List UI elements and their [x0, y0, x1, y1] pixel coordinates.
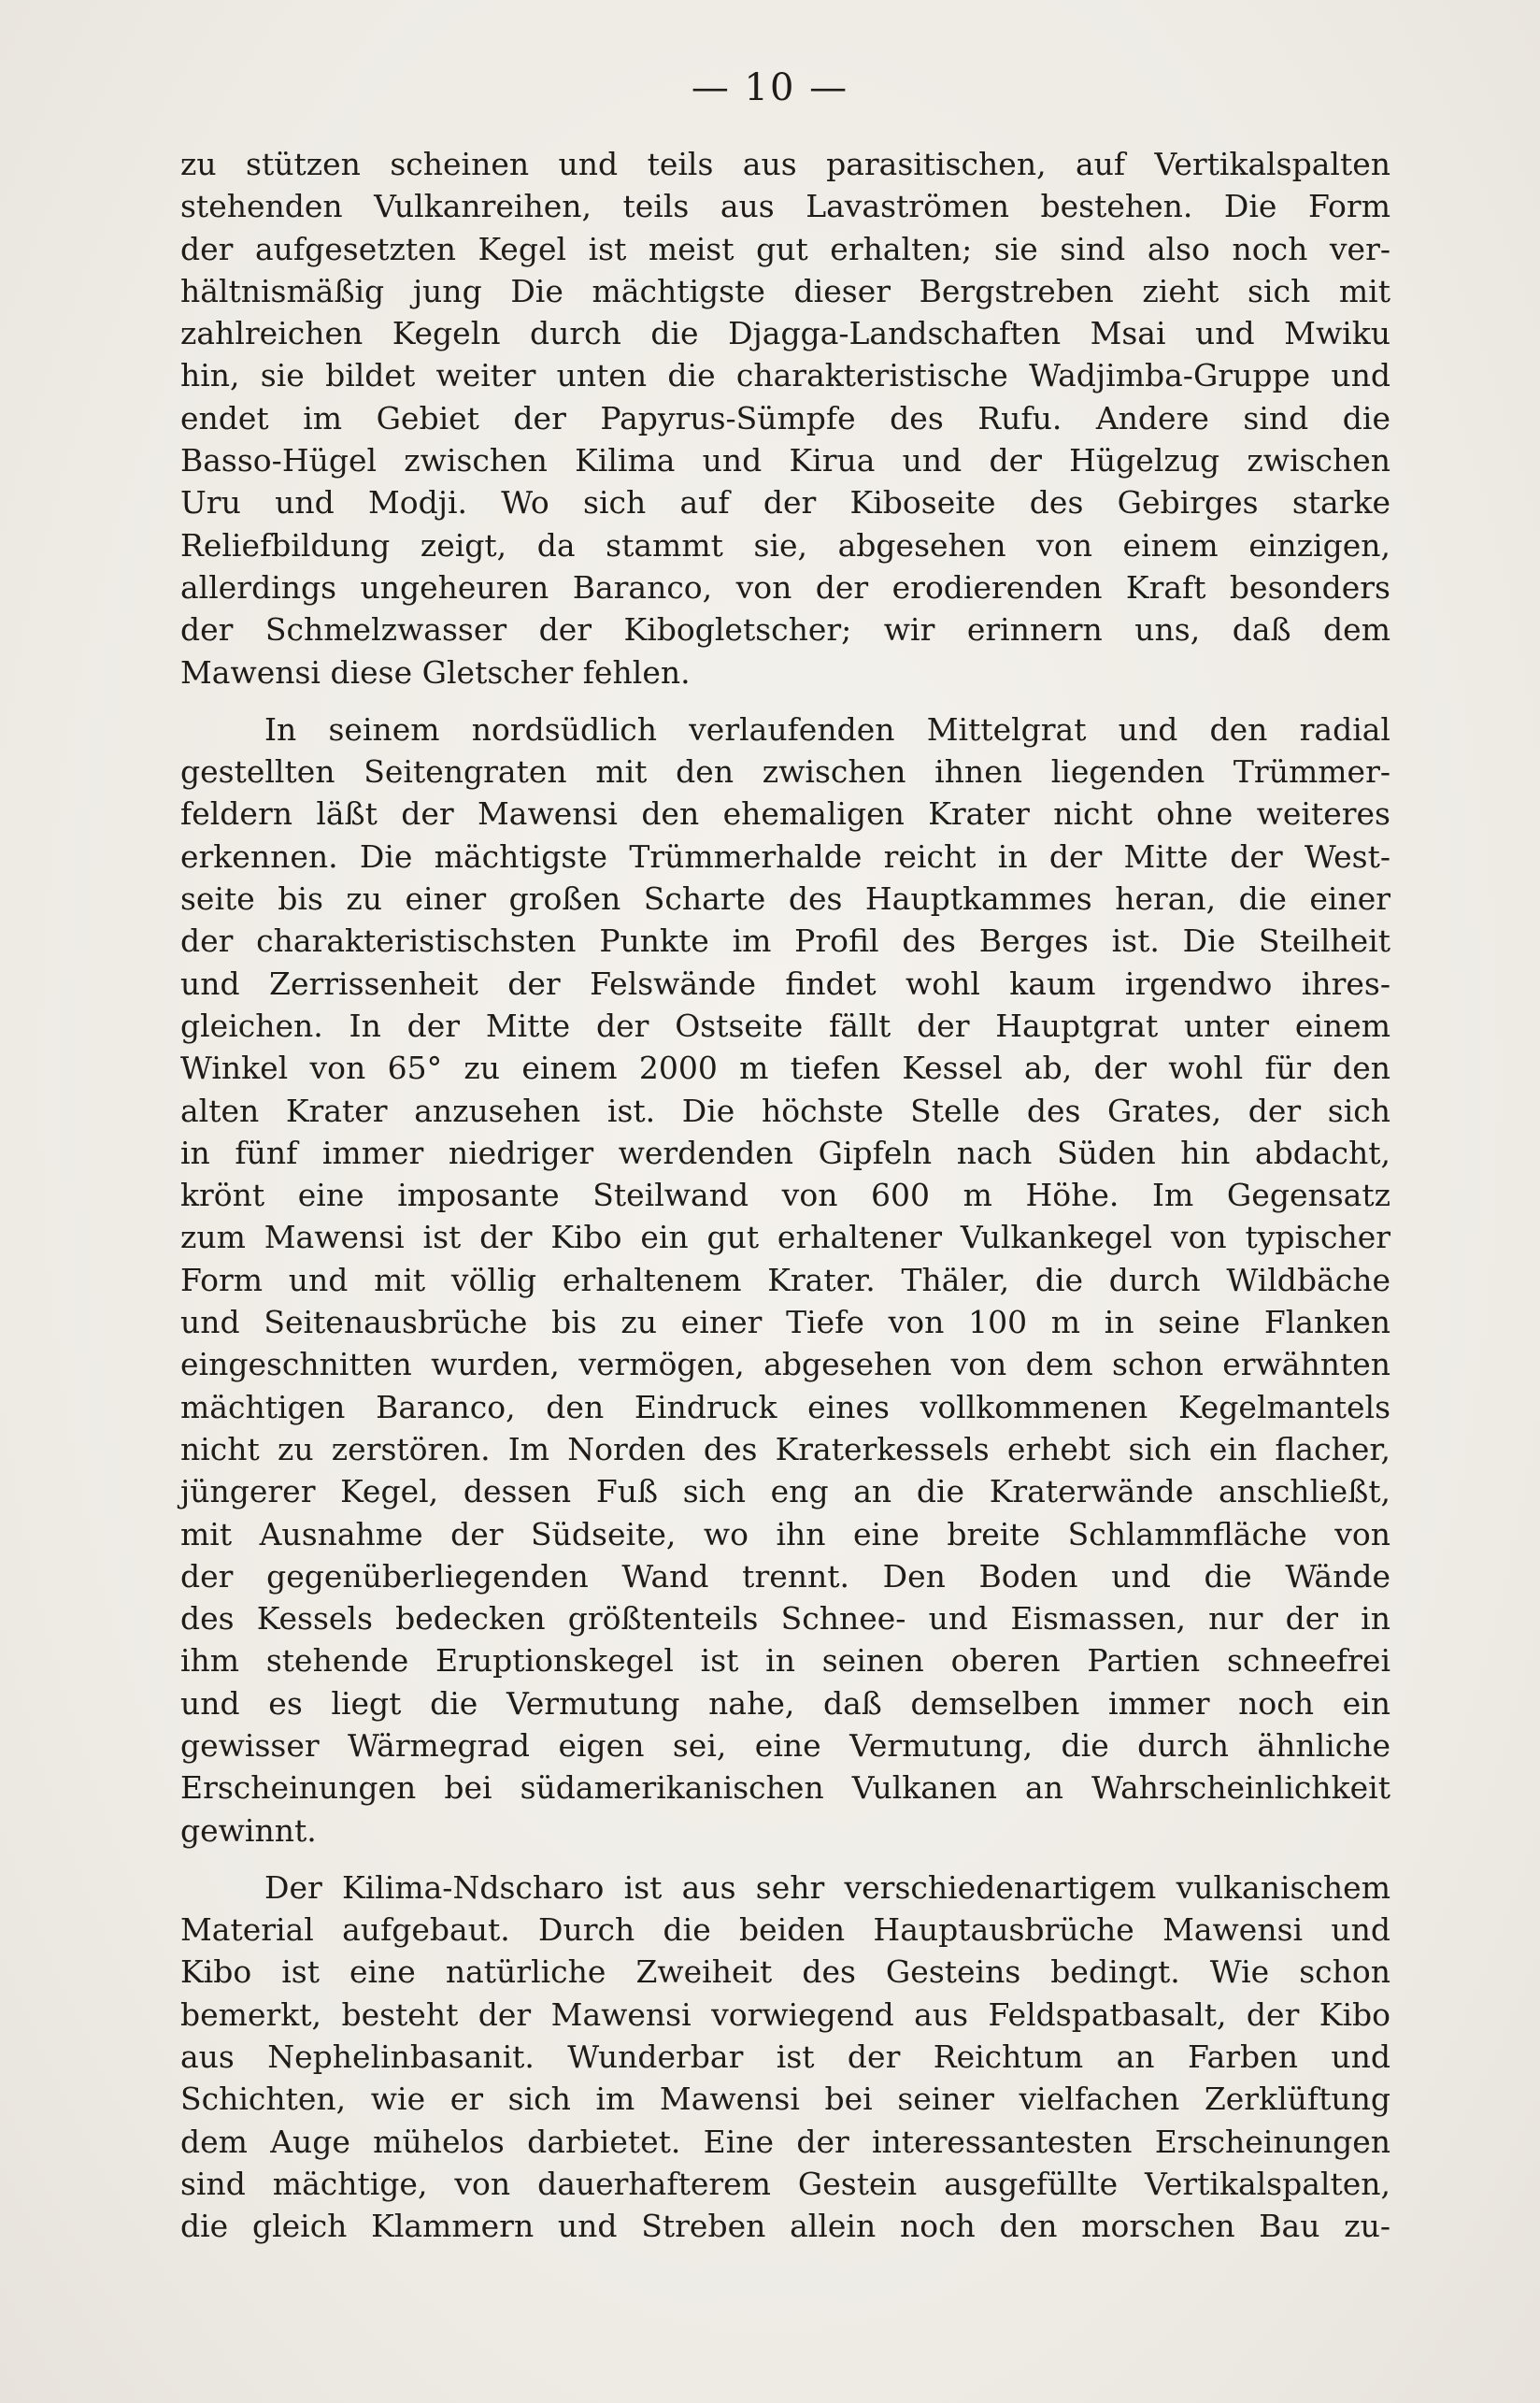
- text-line: endet im Gebiet der Papyrus-Sümpfe des Rufu. Andere sind die: [180, 399, 1390, 436]
- text-line: Winkel von 65° zu einem 2000 m tiefen Kessel ab, der wohl für den: [180, 1050, 1390, 1087]
- text-line: In seinem nordsüdlich verlaufenden Mittelgrat und den radial: [264, 710, 1390, 748]
- text-line: in fünf immer niedriger werdenden Gipfeln nach Süden hin abdacht,: [180, 1134, 1390, 1171]
- text-line: eingeschnitten wurden, vermögen, abgesehen von dem schon erwähnten: [180, 1346, 1390, 1383]
- page-number-header: — 10 —: [691, 66, 849, 109]
- text-line: alten Krater anzusehen ist. Die höchste Stelle des Grates, der sich: [180, 1092, 1390, 1129]
- text-line: Uru und Modji. Wo sich auf der Kiboseite des Gebirges starke: [180, 484, 1390, 522]
- text-line: gewisser Wärmegrad eigen sei, eine Vermutung, die durch ähnliche: [180, 1726, 1390, 1764]
- text-line: Basso-Hügel zwischen Kilima und Kirua und der Hügelzug zwischen: [180, 442, 1390, 479]
- text-line: hin, sie bildet weiter unten die charakteristische Wadjimba-Gruppe und: [180, 357, 1390, 394]
- text-line: Form und mit völlig erhaltenem Krater. Thäler, die durch Wildbäche: [180, 1261, 1390, 1298]
- text-line: der gegenüberliegenden Wand trennt. Den Boden und die Wände: [180, 1557, 1390, 1595]
- text-line: Erscheinungen bei südamerikanischen Vulkanen an Wahrscheinlichkeit: [180, 1769, 1390, 1807]
- text-line: bemerkt, besteht der Mawensi vorwiegend aus Feldspatbasalt, der Kibo: [180, 1995, 1390, 2033]
- text-line: feldern läßt der Mawensi den ehemaligen Krater nicht ohne weiteres: [180, 795, 1390, 833]
- text-line: mächtigen Baranco, den Eindruck eines vollkommenen Kegelmantels: [180, 1388, 1390, 1425]
- text-line: des Kessels bedecken größtenteils Schnee- und Eismassen, nur der in: [180, 1600, 1390, 1638]
- text-line: krönt eine imposante Steilwand von 600 m Höhe. Im Gegensatz: [180, 1177, 1390, 1214]
- text-line: Schichten, wie er sich im Mawensi bei seiner vielfachen Zerklüftung: [180, 2081, 1390, 2118]
- paragraph-2: [180, 708, 1390, 1852]
- text-line: allerdings ungeheuren Baranco, von der erodierenden Kraft besonders: [180, 568, 1390, 606]
- text-line: Mawensi diese Gletscher fehlen.: [180, 653, 691, 691]
- text-line: aus Nephelinbasanit. Wunderbar ist der Reichtum an Farben und: [180, 2038, 1390, 2076]
- text-line: gleichen. In der Mitte der Ostseite fällt der Hauptgrat unter einem: [180, 1007, 1390, 1044]
- text-line: der charakteristischsten Punkte im Profil des Berges ist. Die Steilheit: [180, 923, 1390, 960]
- text-line: dem Auge mühelos darbietet. Eine der interessantesten Erscheinungen: [180, 2123, 1390, 2160]
- text-line: ihm stehende Eruptionskegel ist in seinen oberen Partien schneefrei: [180, 1642, 1390, 1680]
- text-line: Der Kilima-Ndscharo ist aus sehr verschiedenartigem vulkanischem: [264, 1868, 1390, 1906]
- text-line: und es liegt die Vermutung nahe, daß demselben immer noch ein: [180, 1684, 1390, 1722]
- text-line: gestellten Seitengraten mit den zwischen ihnen liegenden Trümmer-: [180, 753, 1390, 791]
- text-line: stehenden Vulkanreihen, teils aus Lavaströmen bestehen. Die Form: [180, 188, 1390, 225]
- text-line: zum Mawensi ist der Kibo ein gut erhaltener Vulkankegel von typischer: [180, 1219, 1390, 1256]
- text-line: gewinnt.: [180, 1811, 317, 1849]
- text-line: nicht zu zerstören. Im Norden des Kraterkessels erhebt sich ein flacher,: [180, 1430, 1390, 1467]
- text-line: die gleich Klammern und Streben allein noch den morschen Bau zu-: [180, 2208, 1390, 2245]
- text-line: zahlreichen Kegeln durch die Djagga-Landschaften Msai und Mwiku: [180, 315, 1390, 352]
- text-line: Reliefbildung zeigt, da stammt sie, abgesehen von einem einzigen,: [180, 526, 1390, 564]
- text-line: jüngerer Kegel, dessen Fuß sich eng an die Kraterwände anschließt,: [180, 1473, 1390, 1510]
- text-line: erkennen. Die mächtigste Trümmerhalde reicht in der Mitte der West-: [180, 837, 1390, 875]
- text-line: und Zerrissenheit der Felswände findet wohl kaum irgendwo ihres-: [180, 965, 1390, 1002]
- text-line: zu stützen scheinen und teils aus parasitischen, auf Vertikalspalten: [180, 146, 1390, 182]
- text-line: mit Ausnahme der Südseite, wo ihn eine breite Schlammfläche von: [180, 1515, 1390, 1552]
- paragraph-1: [180, 143, 1390, 694]
- paragraph-3: [180, 1867, 1390, 2248]
- text-line: und Seitenausbrüche bis zu einer Tiefe von 100 m in seine Flanken: [180, 1304, 1390, 1341]
- text-line: Kibo ist eine natürliche Zweiheit des Gesteins bedingt. Wie schon: [180, 1953, 1390, 1991]
- text-line: der aufgesetzten Kegel ist meist gut erhalten; sie sind also noch ver-: [180, 230, 1390, 267]
- text-line: sind mächtige, von dauerhafterem Gestein ausgefüllte Vertikalspalten,: [180, 2165, 1390, 2202]
- text-line: seite bis zu einer großen Scharte des Hauptkammes heran, die einer: [180, 880, 1390, 918]
- body-text: [180, 143, 1390, 2248]
- text-line: Material aufgebaut. Durch die beiden Hauptausbrüche Mawensi und: [180, 1911, 1390, 1949]
- text-line: der Schmelzwasser der Kibogletscher; wir erinnern uns, daß dem: [180, 611, 1390, 649]
- text-line: hältnismäßig jung Die mächtigste dieser Bergstreben zieht sich mit: [180, 272, 1390, 309]
